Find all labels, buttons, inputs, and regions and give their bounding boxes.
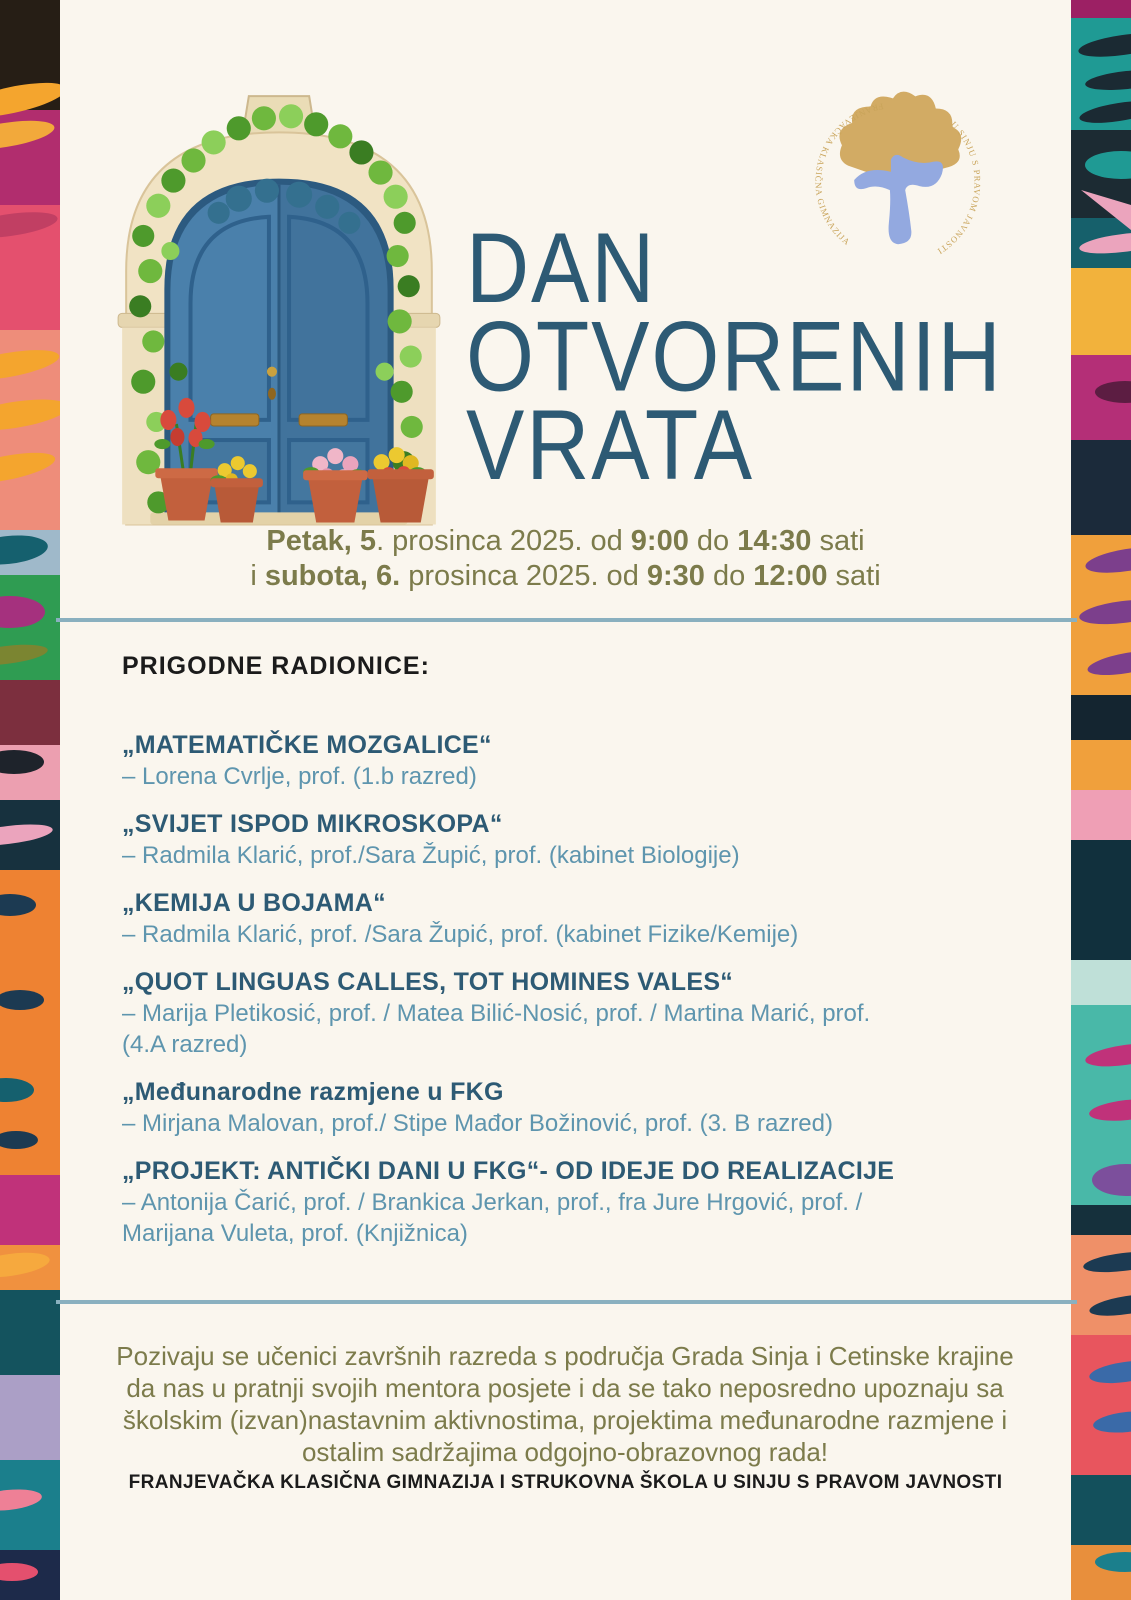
workshop-item <box>122 967 917 1060</box>
abstract-collage-left-icon <box>0 0 60 1600</box>
divider-top <box>56 618 1077 622</box>
blue-door-icon <box>98 70 460 527</box>
event-schedule <box>60 524 1071 594</box>
workshops-heading: PRIGODNE RADIONICE: <box>122 652 430 680</box>
workshop-title: „KEMIJA U BOJAMA“ <box>122 889 386 917</box>
workshop-title: „MATEMATIČKE MOZGALICE“ <box>122 731 492 759</box>
logo-arc-text-right: U SINJU S PRAVOM JAVNOSTI <box>935 119 983 257</box>
workshop-detail: – Mirjana Malovan, prof./ Stipe Mađor Božinović, prof. (3. B razred) <box>122 1110 833 1137</box>
workshop-item <box>122 730 917 792</box>
workshop-item <box>122 809 917 871</box>
footer-text: FRANJEVAČKA KLASIČNA GIMNAZIJA I STRUKOVNA ŠKOLA U SINJU S PRAVOM JAVNOSTI <box>128 1472 1003 1493</box>
divider-bottom <box>56 1300 1077 1304</box>
right-border-art <box>1071 0 1131 1600</box>
title-line-2: OTVORENIH <box>466 301 1003 412</box>
workshop-title: „QUOT LINGUAS CALLES, TOT HOMINES VALES“ <box>122 968 734 996</box>
title-line-1: DAN <box>466 213 657 324</box>
workshop-list <box>122 730 917 1266</box>
workshop-detail: – Antonija Čarić, prof. / Brankica Jerkan, prof., fra Jure Hrgović, prof. / Marijana Vuleta, prof. (Knjižnica) <box>122 1189 863 1247</box>
invitation-text: Pozivaju se učenici završnih razreda s područja Grada Sinja i Cetinske krajine da nas u pratnji svojih mentora posjete i da se tako neposredno upoznaju sa školskim (izvan)nastavnim aktivnostima, projektima međunarodne razmjene i ostalim sadržajima odgojno-obrazovnog rada! <box>116 1341 1014 1467</box>
abstract-collage-right-icon <box>1071 0 1131 1600</box>
schedule-line-1: Petak, 5. prosinca 2025. od 9:00 do 14:30 sati <box>266 525 865 557</box>
workshop-title: „SVIJET ISPOD MIKROSKOPA“ <box>122 810 503 838</box>
workshop-title: „Međunarodne razmjene u FKG <box>122 1078 504 1106</box>
logo-arc-text-left: FRANJEVAČKA KLASIČNA GIMNAZIJA <box>813 101 885 248</box>
workshop-title: „PROJEKT: ANTIČKI DANI U FKG“- OD IDEJE DO REALIZACIJE <box>122 1157 895 1185</box>
workshop-item <box>122 888 917 950</box>
workshop-detail: – Radmila Klarić, prof. /Sara Župić, prof. (kabinet Fizike/Kemije) <box>122 921 799 948</box>
workshop-detail: – Radmila Klarić, prof./Sara Župić, prof. (kabinet Biologije) <box>122 842 740 869</box>
poster-title <box>466 213 1017 501</box>
door-illustration <box>98 70 460 524</box>
workshop-item <box>122 1077 917 1139</box>
left-border-art <box>0 0 60 1600</box>
title-line-3: VRATA <box>466 390 754 501</box>
schedule-line-2: i subota, 6. prosinca 2025. od 9:30 do 12:00 sati <box>250 560 881 592</box>
workshop-detail: – Marija Pletikosić, prof. / Matea Bilić-Nosić, prof. / Martina Marić, prof. (4.A razred) <box>122 1000 871 1058</box>
workshop-detail: – Lorena Cvrlje, prof. (1.b razred) <box>122 763 477 790</box>
workshop-item <box>122 1156 917 1249</box>
